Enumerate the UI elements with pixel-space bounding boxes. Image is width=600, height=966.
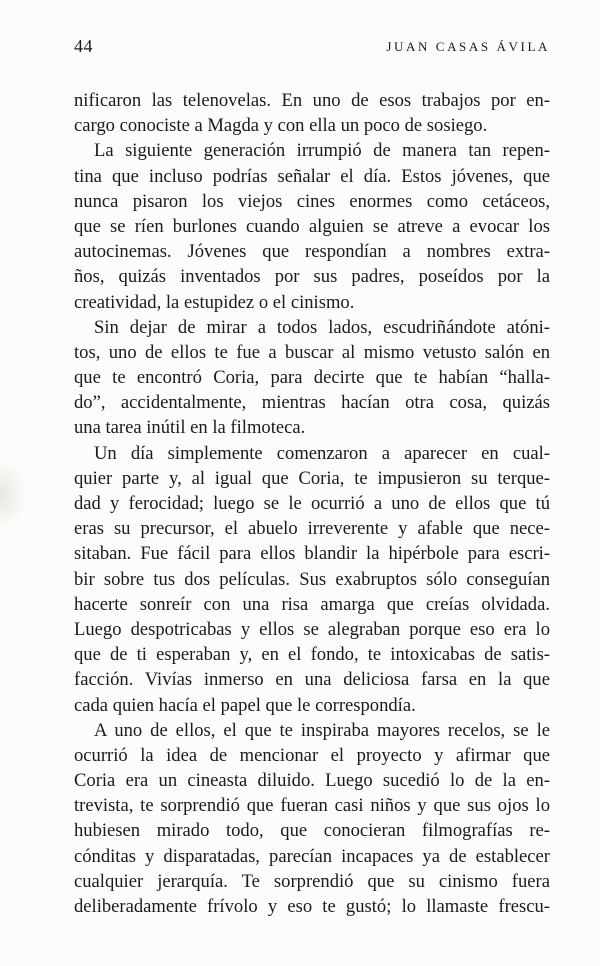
text-line: La siguiente generación irrumpió de manera tan repen-	[94, 140, 550, 162]
text-line: que de ti esperaban y, en el fondo, te intoxicabas de satis-	[74, 644, 550, 666]
text-line: do”, accidentalmente, mientras hacían otra cosa, quizás	[74, 392, 550, 414]
text-line: ños, quizás inventados por sus padres, poseídos por la	[74, 266, 550, 288]
text-line: autocinemas. Jóvenes que respondían a nombres extra-	[74, 241, 550, 263]
page-number: 44	[74, 36, 93, 56]
text-line: Un día simplemente comenzaron a aparecer en cual-	[94, 442, 550, 464]
text-line: quier parte y, al igual que Coria, te impusieron su terque-	[74, 467, 550, 489]
text-line: A uno de ellos, el que te inspiraba mayores recelos, se le	[94, 719, 550, 741]
text-line: que te encontró Coria, para decirte que te habían “halla-	[74, 367, 550, 389]
text-line: trevista, te sorprendió que fueran casi niños y que sus ojos lo	[74, 795, 550, 817]
text-line: ocurrió la idea de mencionar el proyecto y afirmar que	[74, 744, 550, 766]
body-text	[74, 88, 550, 919]
text-line: nificaron las telenovelas. En uno de esos trabajos por en-	[74, 90, 550, 111]
text-line: deliberadamente frívolo y eso te gustó; lo llamaste frescu-	[74, 896, 550, 917]
text-line: cualquier jerarquía. Te sorprendió que su cinismo fuera	[74, 870, 550, 892]
text-line: Sin dejar de mirar a todos lados, escudriñándote atóni-	[94, 316, 550, 338]
text-line: bir sobre tus dos películas. Sus exabruptos sólo conseguían	[74, 568, 550, 590]
text-line: cada quien hacía el papel que le correspondía.	[74, 694, 416, 716]
paper-edge-mark	[0, 460, 28, 530]
text-line: tina que incluso podrías señalar el día. Estos jóvenes, que	[74, 165, 550, 187]
text-line: hubiesen mirado todo, que conocieran filmografías re-	[74, 820, 550, 842]
text-line: Luego despotricabas y ellos se alegraban porque eso era lo	[74, 618, 550, 640]
text-line: creatividad, la estupidez o el cinismo.	[74, 291, 355, 313]
text-line: nunca pisaron los viejos cines enormes como cetáceos,	[74, 190, 550, 212]
text-line: sitaban. Fue fácil para ellos blandir la hipérbole para escri-	[74, 543, 550, 565]
text-line: eras su precursor, el abuelo irreverente y afable que nece-	[74, 518, 550, 540]
text-line: facción. Vivías inmerso en una deliciosa farsa en la que	[74, 669, 550, 691]
text-line: una tarea inútil en la filmoteca.	[74, 417, 306, 439]
page-header	[74, 34, 550, 58]
text-line: tos, uno de ellos te fue a buscar al mismo vetusto salón en	[74, 341, 550, 363]
text-line: dad y ferocidad; luego se le ocurrió a uno de ellos que tú	[74, 493, 550, 514]
text-line: que se ríen burlones cuando alguien se atreve a evocar los	[74, 215, 550, 237]
text-line: cargo conociste a Magda y con ella un poco de sosiego.	[74, 115, 488, 137]
text-line: hacerte sonreír con una risa amarga que creías olvidada.	[74, 593, 550, 615]
text-line: Coria era un cineasta diluido. Luego sucedió lo de la en-	[74, 770, 550, 792]
running-head: JUAN CASAS ÁVILA	[386, 39, 550, 54]
text-line: cónditas y disparatadas, parecían incapaces ya de establecer	[74, 845, 550, 867]
